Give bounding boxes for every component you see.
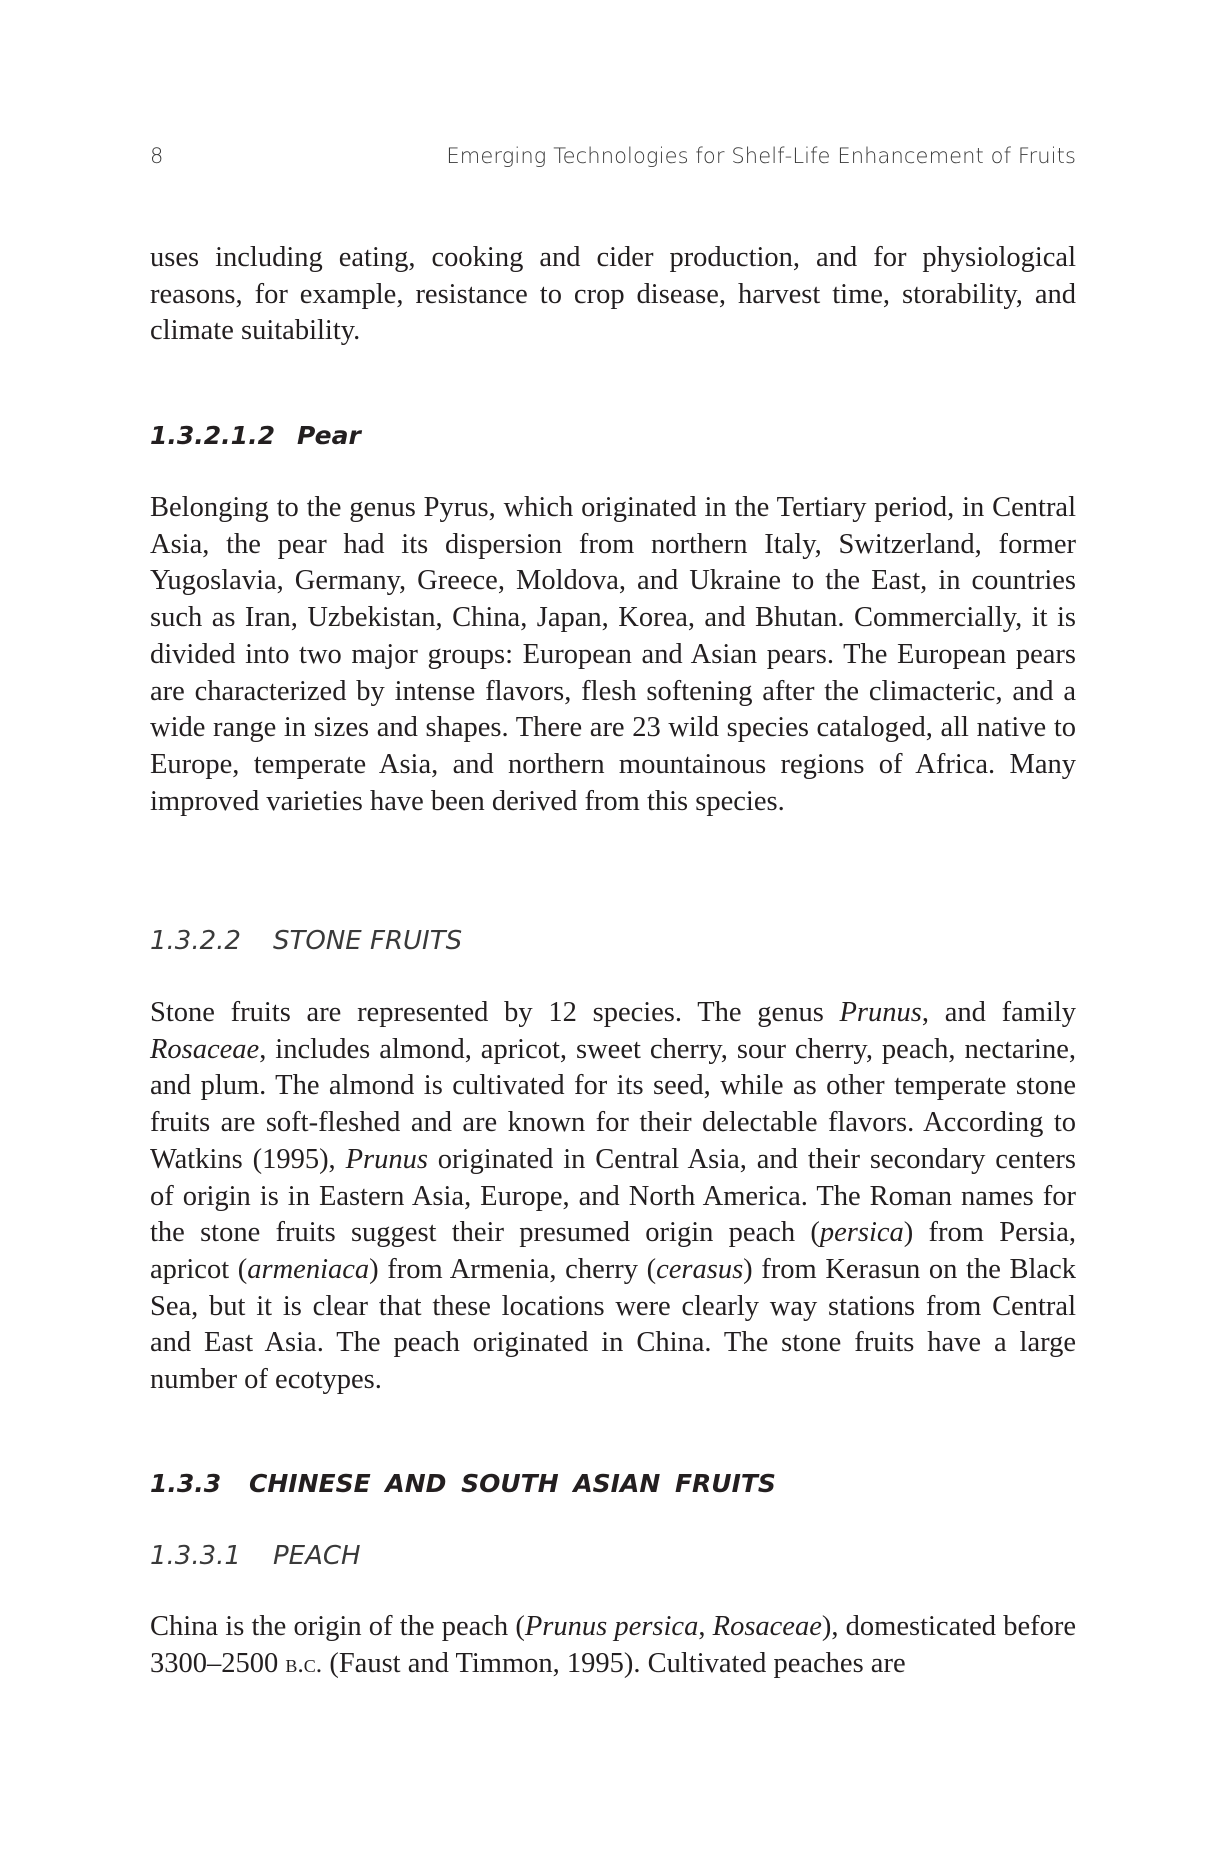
family-name: Rosaceae <box>712 1611 822 1642</box>
section-title: Pear <box>297 421 361 450</box>
intro-paragraph: uses including eating, cooking and cider production, and for physiological reasons, for example, resistance to crop disease, harvest time, storability, and climate suitability. <box>150 242 1076 347</box>
section-number: 1.3.2.1.2 <box>150 421 275 450</box>
latin-name: armeniaca <box>247 1253 370 1285</box>
genus-name: Prunus <box>345 1143 428 1175</box>
pear-paragraph: Belonging to the genus Pyrus, which originated in the Tertiary period, in Central Asia, the pear had its dispersion from northern Italy, Switzerland, former Yugoslavia, Germany, Greece, Moldova, and Ukraine to the East, in countries such as Iran, Uzbekistan, China, Japan, Korea, and Bhutan. Commercially, it is divided into two major groups: European and Asian pears. The European pears are characterized by intense flavors, flesh softening after the climacteric, and a wide range in sizes and shapes. There are 23 wild species cataloged, all native to Europe, temperate Asia, and northern mountainous regions of Africa. Many improved varieties have been derived from this species. <box>150 492 1076 817</box>
section-heading-stone-fruits <box>150 926 462 956</box>
peach-paragraph: China is the origin of the peach (Prunus persica, Rosaceae), domesticated before 3300–2500 b.c. (Faust and Timmon, 1995). Cultivated peaches are <box>150 1611 1077 1679</box>
section-title: PEACH <box>273 1541 361 1571</box>
stone-fruits-paragraph: Stone fruits are represented by 12 species. The genus Prunus, and family Rosaceae, includes almond, apricot, sweet cherry, sour cherry, peach, nectarine, and plum. The almond is cultivated for its seed, while as other temperate stone fruits are soft-fleshed and are known for their delectable flavors. According to Watkins (1995), Prunus originated in Central Asia, and their secondary centers of origin is in Eastern Asia, Europe, and North America. The Roman names for the stone fruits suggest their presumed origin peach (persica) from Persia, apricot (armeniaca) from Armenia, cherry (cerasus) from Kerasun on the Black Sea, but it is clear that these locations were clearly way stations from Central and East Asia. The peach originated in China. The stone fruits have a large number of ecotypes. <box>150 997 1076 1396</box>
genus-name: Prunus <box>839 997 922 1028</box>
page-header <box>150 144 1076 176</box>
section-heading-chinese-fruits <box>150 1469 776 1498</box>
section-number: 1.3.2.2 <box>150 926 241 956</box>
section-number: 1.3.3 <box>150 1469 222 1498</box>
section-title: STONE FRUITS <box>273 926 463 956</box>
latin-name: Prunus persica <box>524 1611 699 1642</box>
section-title: CHINESE AND SOUTH ASIAN FRUITS <box>249 1469 776 1498</box>
section-number: 1.3.3.1 <box>150 1541 241 1571</box>
section-heading-pear <box>150 421 361 450</box>
section-heading-peach <box>150 1541 361 1571</box>
latin-name: cerasus <box>656 1253 744 1285</box>
family-name: Rosaceae <box>150 1033 260 1065</box>
running-head: Emerging Technologies for Shelf-Life Enhancement of Fruits <box>446 144 1076 168</box>
page-number: 8 <box>150 144 164 168</box>
era-abbreviation: b.c. <box>285 1648 323 1678</box>
latin-name: persica <box>819 1217 904 1249</box>
